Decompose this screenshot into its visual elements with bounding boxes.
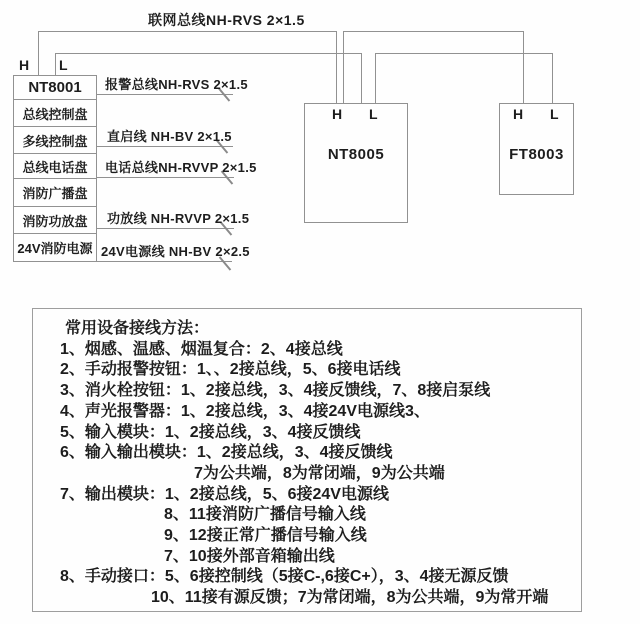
telephone-bus-cable-label: 电话总线NH-RVVP 2×1.5	[105, 160, 257, 175]
nt8005-h-out-wire	[343, 31, 344, 103]
note-item-6: 6、输入输出模块：1、2接总线，3、4接反馈线	[60, 444, 393, 462]
direct-start-wire	[97, 146, 233, 147]
alarm-bus-wire	[97, 94, 233, 95]
notes-title: 常用设备接线方法：	[65, 320, 210, 337]
power-24v-wire	[97, 261, 232, 262]
panel-row-nt8001: NT8001	[14, 76, 96, 100]
alarm-bus-cable-label: 报警总线NH-RVS 2×1.5	[105, 77, 248, 92]
telephone-bus-wire	[97, 177, 234, 178]
panel-row-fire-broadcast: 消防广播盘	[14, 179, 96, 207]
nt8001-terminal-l-label: L	[59, 57, 68, 73]
direct-start-cable-label: 直启线 NH-BV 2×1.5	[107, 129, 232, 144]
note-item-8: 8、手动接口：5、6接控制线（5接C-,6接C+），3、4接无源反馈	[60, 568, 509, 586]
nt8005-terminal-h-label: H	[332, 106, 343, 122]
panel-row-24v-power: 24V消防电源	[17, 241, 93, 256]
power-24v-cable-label: 24V电源线 NH-BV 2×2.5	[101, 244, 250, 259]
note-item-2: 2、手动报警按钮：1、、2接总线，5、6接电话线	[60, 361, 401, 379]
nt8005-l-out-wire	[375, 53, 376, 103]
panel-row-multiline-control: 多线控制盘	[14, 127, 96, 154]
nt8001-terminal-h-label: H	[19, 57, 30, 73]
note-item-1: 1、烟感、温感、烟温复合：2、4接总线	[60, 340, 343, 358]
note-item-7-cont-1: 8、11接消防广播信号输入线	[164, 506, 366, 524]
note-item-3: 3、消火栓按钮：1、2接总线，3、4接反馈线，7、8接启泵线	[60, 382, 491, 400]
ft8003-unit-name: FT8003	[509, 146, 564, 163]
note-item-5: 5、输入模块：1、2接总线，3、4接反馈线	[60, 423, 361, 441]
ft8003-h-drop-wire	[523, 31, 524, 103]
note-item-4: 4、声光报警器：1、2接总线，3、4接24V电源线3、	[60, 402, 430, 420]
nt8005-terminal-l-label: L	[369, 106, 378, 122]
wiring-notes-panel	[32, 308, 582, 612]
panel-row-bus-telephone: 总线电话盘	[14, 154, 96, 179]
h-bus-wire-segment-2	[343, 31, 524, 32]
amplifier-cable-label: 功放线 NH-RVVP 2×1.5	[107, 211, 250, 226]
ft8003-l-drop-wire	[552, 53, 553, 103]
note-item-6-cont: 7为公共端，8为常闭端，9为公共端	[194, 464, 445, 482]
nt8005-l-in-wire	[361, 53, 362, 103]
note-item-7-cont-3: 7、10接外部音箱输出线	[164, 547, 335, 565]
h-bus-wire-segment-1	[38, 31, 337, 32]
nt8005-unit-name: NT8005	[327, 146, 385, 163]
amplifier-wire	[97, 228, 234, 229]
note-item-8-cont: 10、11接有源反馈；7为常闭端，8为公共端，9为常开端	[151, 589, 549, 607]
ft8003-terminal-l-label: L	[550, 106, 559, 122]
l-bus-wire-segment-2	[375, 53, 553, 54]
panel-row-bus-control: 总线控制盘	[14, 100, 96, 127]
l-bus-wire-segment-1	[55, 53, 362, 54]
nt8001-h-drop-wire	[38, 31, 39, 75]
ft8003-terminal-h-label: H	[513, 106, 524, 122]
note-item-7: 7、输出模块：1、2接总线，5、6接24V电源线	[60, 485, 389, 503]
nt8005-unit-box	[304, 103, 408, 223]
panel-row-fire-amplifier: 消防功放盘	[14, 207, 96, 234]
network-bus-label: 联网总线NH-RVS 2×1.5	[148, 12, 305, 28]
ft8003-unit-box	[499, 103, 574, 195]
note-item-7-cont-2: 9、12接正常广播信号输入线	[164, 527, 367, 545]
nt8005-h-in-wire	[336, 31, 337, 103]
nt8001-l-drop-wire	[55, 53, 56, 75]
nt8001-panel-stack	[13, 75, 97, 262]
